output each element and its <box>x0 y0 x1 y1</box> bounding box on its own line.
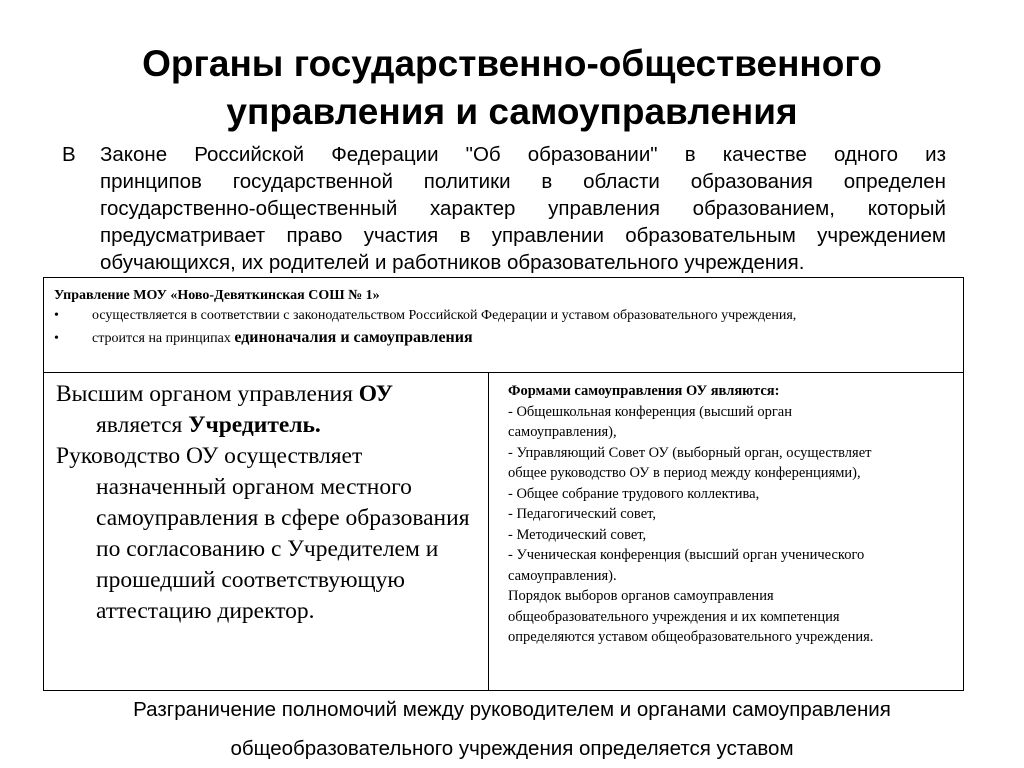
self-governance-box <box>488 373 964 691</box>
self-governance-line: - Общее собрание трудового коллектива, <box>508 485 760 502</box>
bullet-text-2-bold: единоначалия и самоуправления <box>234 329 473 346</box>
bullet-dot-icon: • <box>54 331 59 346</box>
management-box <box>43 277 964 373</box>
p1-text-c: является <box>96 412 189 438</box>
p1-text-d: Учредитель. <box>188 412 321 438</box>
footer-line-1: Разграничение полномочий между руководителем и органами самоуправления <box>133 698 891 721</box>
self-governance-line: - Общешкольная конференция (высший орган <box>508 403 792 420</box>
title-line-2: управления и самоуправления <box>226 91 798 132</box>
director-paragraph: Руководство ОУ осуществляет назначенный органом местного самоуправления в сфере образования по согласованию с Учредителем и прошедший соответствующую аттестацию директор. <box>56 443 470 624</box>
self-governance-line: Порядок выборов органов самоуправления <box>508 588 774 604</box>
bullet-dot-icon: • <box>54 308 59 323</box>
self-governance-line: - Управляющий Совет ОУ (выборный орган, осуществляет <box>508 444 872 461</box>
p1-text-a: Высшим органом управления <box>56 381 359 407</box>
highest-body-paragraph <box>56 379 476 441</box>
self-governance-line: определяются уставом общеобразовательного учреждения. <box>508 629 874 645</box>
bullet-item-1 <box>54 308 796 324</box>
intro-paragraph <box>62 141 946 276</box>
self-governance-line: - Ученическая конференция (высший орган ученического <box>508 547 865 563</box>
intro-line-1: Законе Российской Федерации "Об образовании" в качестве одного из <box>100 143 946 166</box>
governance-box <box>43 373 489 691</box>
bullet-item-2 <box>54 329 473 347</box>
management-heading: Управление МОУ «Ново-Девяткинская СОШ № 1» <box>54 288 380 303</box>
self-governance-heading: Формами самоуправления ОУ являются: <box>508 383 780 399</box>
bullet-text-1: осуществляется в соответствии с законодательством Российской Федерации и уставом образовательного учреждения, <box>92 308 797 323</box>
intro-line-4: предусматривает право участия в управлении образовательным учреждением <box>100 224 946 247</box>
footer-line-2: общеобразовательного учреждения определяется уставом <box>230 737 794 760</box>
self-governance-line: общее руководство ОУ в период между конференциями), <box>508 465 861 481</box>
intro-line-3: государственно-общественный характер управления образованием, который <box>100 197 946 220</box>
self-governance-line: - Педагогический совет, <box>508 506 656 522</box>
self-governance-line: самоуправления), <box>508 424 617 440</box>
p1-text-b: ОУ <box>358 381 394 407</box>
self-governance-line: самоуправления). <box>508 567 617 584</box>
self-governance-line: - Методический совет, <box>508 526 647 543</box>
bullet-text-2: строится на принципах <box>92 331 235 346</box>
intro-line-2: принципов государственной политики в области образования определен <box>100 170 946 193</box>
intro-line-5: обучающихся, их родителей и работников образовательного учреждения. <box>100 251 805 274</box>
page-title <box>0 40 1024 136</box>
title-line-1: Органы государственно-общественного <box>142 43 882 84</box>
self-governance-line: общеобразовательного учреждения и их компетенция <box>508 608 840 625</box>
intro-lead-letter: В <box>62 143 76 166</box>
